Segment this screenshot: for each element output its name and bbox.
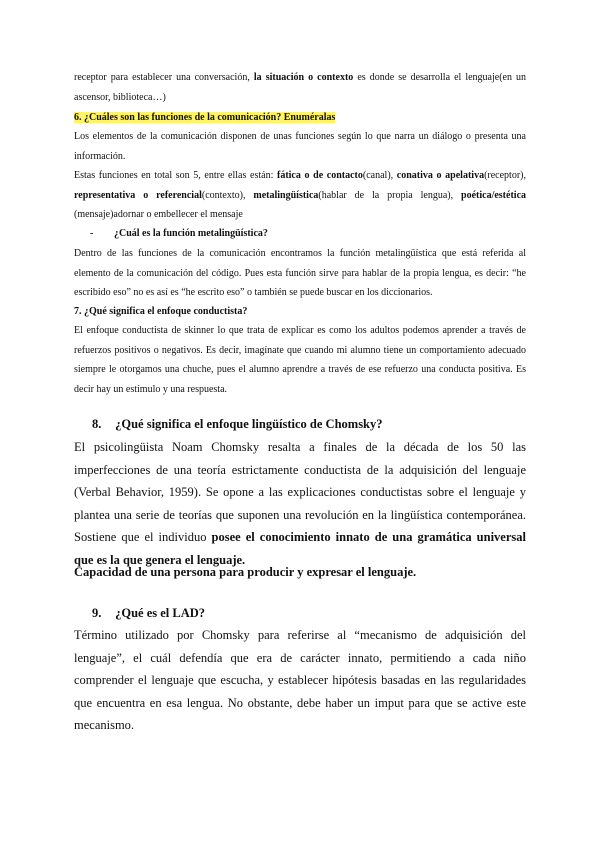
- q6-subheading: [90, 224, 268, 244]
- q9-heading: [92, 603, 205, 623]
- q8-text: El psicolingüista Noam Chomsky resalta a finales de la década de los 50 las imperfecciones de una teoría estrictamente conductista de la adquisición del lenguaje (Verbal Behavior, 1959). Se opone a las explicaciones conductistas sobre el lenguaje y plantea una serie de teorías que suponen una revolución en la lingüística contemporánea. Sostiene que el individuo: [74, 440, 526, 544]
- q9-paragraph: Término utilizado por Chomsky para referirse al “mecanismo de adquisición del lenguaje”, el cuál defendía que era de carácter innato, permitiendo a cada niño comprender el lenguaje que escucha, y establecer hipótesis basadas en las regularidades que encuentra en esa lengua. No obstante, debe haber un imput para que se active este mecanismo.: [74, 628, 526, 732]
- q7-paragraph: El enfoque conductista de skinner lo que trata de explicar es como los adultos podemos aprender a través de refuerzos positivos o negativos. Es decir, imagínate que cuando mi alumno tiene un comportamiento adecuado siempre le otorgamos una chuche, pues el alumno aprendre a través de ese refuerzo una conducta positiva. Es decir hay un estímulo y una respuesta.: [74, 325, 526, 395]
- q6-paragraph-1: Los elementos de la comunicación disponen de unas funciones según lo que narra un diálogo o presenta una información.: [74, 131, 526, 162]
- q9-heading-text: ¿Qué es el LAD?: [115, 606, 206, 620]
- q8-number: 8.: [92, 417, 102, 431]
- q6-p2-bold: fática o de contacto: [276, 170, 363, 181]
- q6-paragraph-2: [74, 166, 526, 225]
- q6-heading: [74, 108, 526, 128]
- q6-p2-text: (contexto),: [201, 189, 246, 201]
- bullet-dash: -: [90, 228, 94, 239]
- q6-p2-text: (receptor),: [484, 170, 526, 181]
- q6-p2-text: Estas funciones en total son 5, entre ellas están:: [74, 170, 274, 181]
- q8-heading-text: ¿Qué significa el enfoque lingüístico de Chomsky?: [115, 417, 383, 431]
- q6-p2-bold: conativa o apelativa: [396, 170, 485, 181]
- q6-subheading-text: ¿Cuál es la función metalingüística?: [114, 228, 268, 239]
- intro-bold: la situación o contexto: [253, 72, 354, 83]
- q6-heading-text: 6. ¿Cuáles son las funciones de la comunicación? Enuméralas: [74, 112, 336, 123]
- q6-p2-bold: poética/estética: [461, 189, 527, 201]
- q6-p2-text: (mensaje)adornar o embellecer el mensaje: [74, 209, 243, 220]
- q6-p2-text: (hablar de la propia lengua),: [318, 189, 454, 201]
- intro-text: receptor para establecer una conversación,: [74, 72, 250, 83]
- q8-bold-text: posee el conocimiento innato de una gramática universal que es la que genera el lenguaje.: [74, 530, 526, 567]
- q8-heading: [92, 414, 383, 434]
- q9-number: 9.: [92, 606, 102, 620]
- intro-paragraph: [74, 68, 526, 107]
- q6-p2-bold: representativa o referencial: [74, 189, 202, 201]
- q8-closing-line: Capacidad de una persona para producir y expresar el lenguaje.: [74, 565, 417, 579]
- q6-p2-bold: metalingüística: [253, 189, 319, 201]
- intro-text-end: es donde se desarrolla el lenguaje(en un ascensor, biblioteca…): [74, 72, 527, 103]
- q8-paragraph: [74, 436, 526, 571]
- q6-paragraph-3: Dentro de las funciones de la comunicación encontramos la función metalingüística que está referida al elemento de la comunicación del código. Pues esta función sirve para hablar de la propia lengua, es decir: “he escribido eso” no es así es “he escrito eso” o también se puede buscar en los diccionarios.: [74, 248, 526, 298]
- q6-p2-text: (canal),: [362, 170, 394, 181]
- q7-heading: 7. ¿Qué significa el enfoque conductista?: [74, 306, 248, 317]
